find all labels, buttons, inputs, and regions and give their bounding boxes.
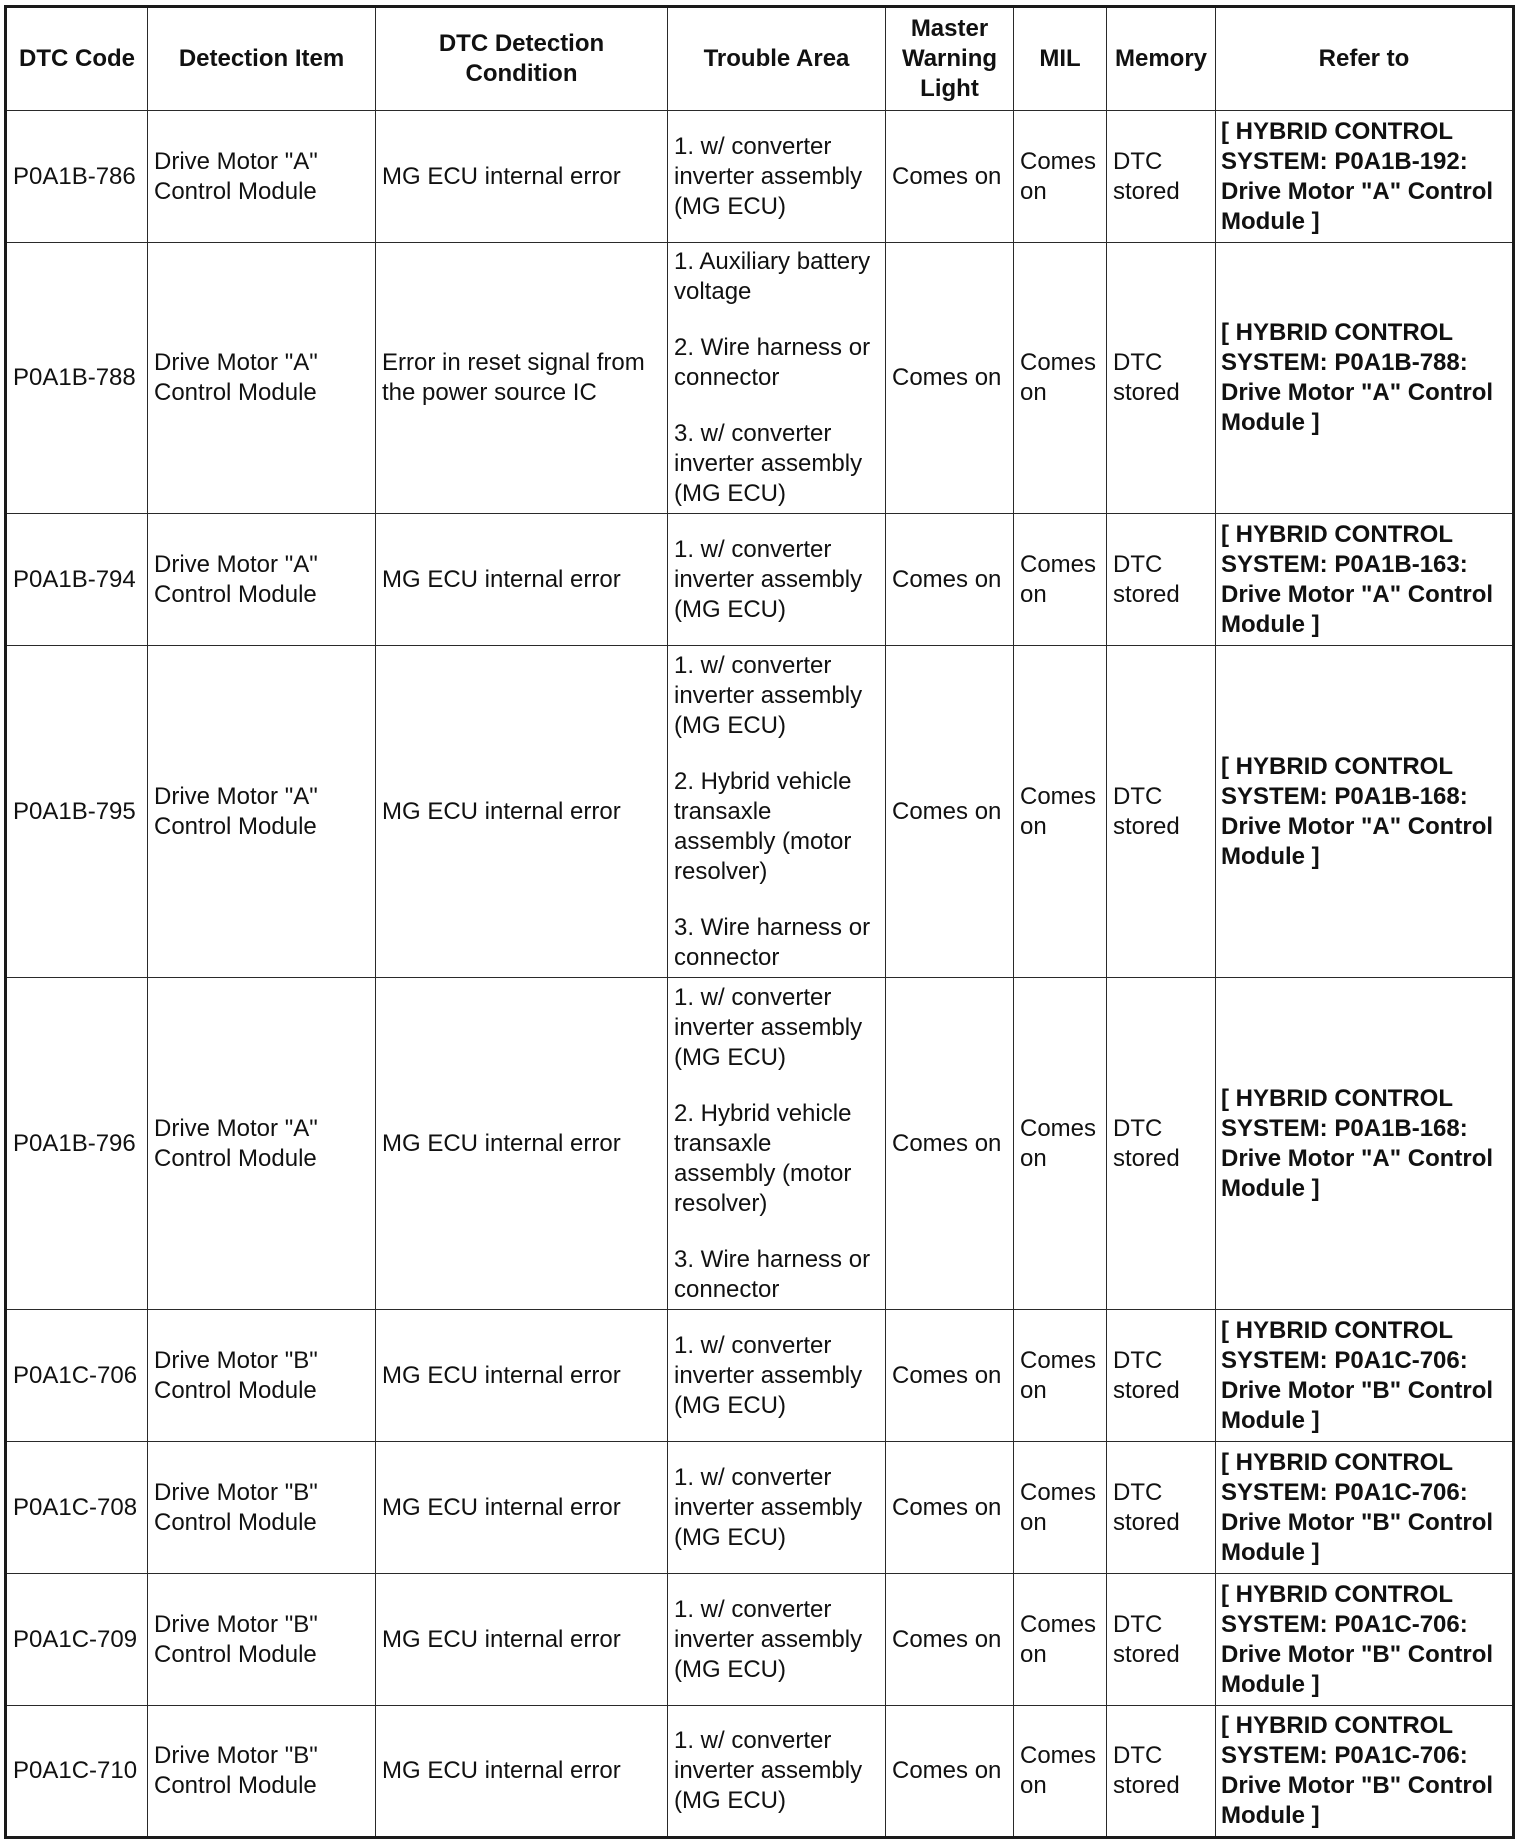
trouble-area-cell bbox=[668, 1574, 886, 1706]
header-detection-condition: DTC Detection Condition bbox=[376, 7, 668, 111]
mil-cell: Comes on bbox=[1014, 978, 1107, 1310]
detection-item-cell: Drive Motor "A" Control Module bbox=[148, 514, 376, 646]
mil-cell: Comes on bbox=[1014, 646, 1107, 978]
memory-cell: DTC stored bbox=[1107, 1442, 1216, 1574]
detection-condition-cell: MG ECU internal error bbox=[376, 1574, 668, 1706]
master-warning-light-cell: Comes on bbox=[886, 646, 1014, 978]
trouble-area-item: 1. w/ converter inverter assembly (MG ECU) bbox=[674, 983, 863, 1071]
memory-cell: DTC stored bbox=[1107, 243, 1216, 514]
mil-cell: Comes on bbox=[1014, 1310, 1107, 1442]
detection-item-cell: Drive Motor "B" Control Module bbox=[148, 1574, 376, 1706]
refer-to-cell: [ HYBRID CONTROL SYSTEM: P0A1C-706: Drive Motor "B" Control Module ] bbox=[1216, 1310, 1514, 1442]
detection-item-cell: Drive Motor "A" Control Module bbox=[148, 111, 376, 243]
mil-cell: Comes on bbox=[1014, 1706, 1107, 1838]
detection-item-cell: Drive Motor "A" Control Module bbox=[148, 243, 376, 514]
detection-item-cell: Drive Motor "B" Control Module bbox=[148, 1442, 376, 1574]
detection-item-cell: Drive Motor "B" Control Module bbox=[148, 1706, 376, 1838]
refer-to-cell: [ HYBRID CONTROL SYSTEM: P0A1C-706: Drive Motor "B" Control Module ] bbox=[1216, 1706, 1514, 1838]
trouble-area-item: 1. w/ converter inverter assembly (MG ECU) bbox=[674, 1331, 863, 1419]
header-detection-item: Detection Item bbox=[148, 7, 376, 111]
refer-to-cell: [ HYBRID CONTROL SYSTEM: P0A1B-163: Drive Motor "A" Control Module ] bbox=[1216, 514, 1514, 646]
trouble-area-item: 2. Wire harness or connector bbox=[674, 334, 871, 391]
mil-cell: Comes on bbox=[1014, 243, 1107, 514]
master-warning-light-cell: Comes on bbox=[886, 243, 1014, 514]
dtc-code-cell: P0A1C-708 bbox=[6, 1442, 148, 1574]
master-warning-light-cell: Comes on bbox=[886, 1706, 1014, 1838]
refer-to-cell: [ HYBRID CONTROL SYSTEM: P0A1C-706: Drive Motor "B" Control Module ] bbox=[1216, 1574, 1514, 1706]
detection-item-cell: Drive Motor "A" Control Module bbox=[148, 646, 376, 978]
header-memory: Memory bbox=[1107, 7, 1216, 111]
header-dtc-code: DTC Code bbox=[6, 7, 148, 111]
trouble-area-cell bbox=[668, 1442, 886, 1574]
trouble-area-cell bbox=[668, 111, 886, 243]
table-row bbox=[6, 1442, 1514, 1574]
refer-to-cell: [ HYBRID CONTROL SYSTEM: P0A1B-168: Drive Motor "A" Control Module ] bbox=[1216, 646, 1514, 978]
memory-cell: DTC stored bbox=[1107, 1574, 1216, 1706]
mil-cell: Comes on bbox=[1014, 111, 1107, 243]
master-warning-light-cell: Comes on bbox=[886, 978, 1014, 1310]
header-refer-to: Refer to bbox=[1216, 7, 1514, 111]
dtc-code-cell: P0A1C-709 bbox=[6, 1574, 148, 1706]
memory-cell: DTC stored bbox=[1107, 978, 1216, 1310]
dtc-table bbox=[4, 5, 1515, 1839]
dtc-code-cell: P0A1C-706 bbox=[6, 1310, 148, 1442]
table-row bbox=[6, 1574, 1514, 1706]
header-master-warning-light: Master Warning Light bbox=[886, 7, 1014, 111]
table-row bbox=[6, 243, 1514, 514]
refer-to-cell: [ HYBRID CONTROL SYSTEM: P0A1B-168: Drive Motor "A" Control Module ] bbox=[1216, 978, 1514, 1310]
header-mil: MIL bbox=[1014, 7, 1107, 111]
trouble-area-cell bbox=[668, 1706, 886, 1838]
dtc-code-cell: P0A1B-795 bbox=[6, 646, 148, 978]
master-warning-light-cell: Comes on bbox=[886, 1442, 1014, 1574]
trouble-area-item: 1. w/ converter inverter assembly (MG ECU) bbox=[674, 1727, 863, 1814]
trouble-area-cell bbox=[668, 978, 886, 1310]
trouble-area-item: 1. Auxiliary battery voltage bbox=[674, 248, 871, 305]
trouble-area-item: 1. w/ converter inverter assembly (MG ECU) bbox=[674, 132, 863, 220]
trouble-area-cell bbox=[668, 243, 886, 514]
trouble-area-item: 3. Wire harness or connector bbox=[674, 913, 871, 971]
master-warning-light-cell: Comes on bbox=[886, 514, 1014, 646]
trouble-area-item: 3. Wire harness or connector bbox=[674, 1245, 871, 1303]
table-row bbox=[6, 978, 1514, 1310]
master-warning-light-cell: Comes on bbox=[886, 1310, 1014, 1442]
trouble-area-item: 2. Hybrid vehicle transaxle assembly (motor resolver) bbox=[674, 1099, 852, 1217]
trouble-area-cell bbox=[668, 1310, 886, 1442]
trouble-area-cell bbox=[668, 514, 886, 646]
dtc-code-cell: P0A1B-786 bbox=[6, 111, 148, 243]
detection-condition-cell: Error in reset signal from the power source IC bbox=[376, 243, 668, 514]
header-trouble-area: Trouble Area bbox=[668, 7, 886, 111]
master-warning-light-cell: Comes on bbox=[886, 111, 1014, 243]
table-row bbox=[6, 646, 1514, 978]
table-row bbox=[6, 514, 1514, 646]
refer-to-cell: [ HYBRID CONTROL SYSTEM: P0A1B-192: Drive Motor "A" Control Module ] bbox=[1216, 111, 1514, 243]
table-row bbox=[6, 1310, 1514, 1442]
detection-condition-cell: MG ECU internal error bbox=[376, 1310, 668, 1442]
detection-condition-cell: MG ECU internal error bbox=[376, 514, 668, 646]
detection-item-cell: Drive Motor "B" Control Module bbox=[148, 1310, 376, 1442]
trouble-area-item: 1. w/ converter inverter assembly (MG ECU) bbox=[674, 1463, 863, 1551]
dtc-code-cell: P0A1C-710 bbox=[6, 1706, 148, 1838]
table-row bbox=[6, 1706, 1514, 1838]
refer-to-cell: [ HYBRID CONTROL SYSTEM: P0A1C-706: Drive Motor "B" Control Module ] bbox=[1216, 1442, 1514, 1574]
trouble-area-item: 2. Hybrid vehicle transaxle assembly (motor resolver) bbox=[674, 767, 852, 885]
detection-condition-cell: MG ECU internal error bbox=[376, 111, 668, 243]
memory-cell: DTC stored bbox=[1107, 111, 1216, 243]
detection-condition-cell: MG ECU internal error bbox=[376, 1442, 668, 1574]
dtc-code-cell: P0A1B-796 bbox=[6, 978, 148, 1310]
header-row bbox=[6, 7, 1514, 111]
dtc-code-cell: P0A1B-794 bbox=[6, 514, 148, 646]
memory-cell: DTC stored bbox=[1107, 646, 1216, 978]
mil-cell: Comes on bbox=[1014, 1574, 1107, 1706]
trouble-area-item: 1. w/ converter inverter assembly (MG ECU) bbox=[674, 1595, 863, 1683]
mil-cell: Comes on bbox=[1014, 514, 1107, 646]
table-row bbox=[6, 111, 1514, 243]
detection-condition-cell: MG ECU internal error bbox=[376, 1706, 668, 1838]
memory-cell: DTC stored bbox=[1107, 514, 1216, 646]
table-body bbox=[6, 111, 1514, 1838]
trouble-area-item: 3. w/ converter inverter assembly (MG ECU) bbox=[674, 420, 863, 507]
master-warning-light-cell: Comes on bbox=[886, 1574, 1014, 1706]
detection-item-cell: Drive Motor "A" Control Module bbox=[148, 978, 376, 1310]
memory-cell: DTC stored bbox=[1107, 1706, 1216, 1838]
memory-cell: DTC stored bbox=[1107, 1310, 1216, 1442]
trouble-area-item: 1. w/ converter inverter assembly (MG ECU) bbox=[674, 535, 863, 623]
detection-condition-cell: MG ECU internal error bbox=[376, 646, 668, 978]
dtc-code-cell: P0A1B-788 bbox=[6, 243, 148, 514]
detection-condition-cell: MG ECU internal error bbox=[376, 978, 668, 1310]
refer-to-cell: [ HYBRID CONTROL SYSTEM: P0A1B-788: Drive Motor "A" Control Module ] bbox=[1216, 243, 1514, 514]
mil-cell: Comes on bbox=[1014, 1442, 1107, 1574]
trouble-area-cell bbox=[668, 646, 886, 978]
trouble-area-item: 1. w/ converter inverter assembly (MG ECU) bbox=[674, 651, 863, 739]
